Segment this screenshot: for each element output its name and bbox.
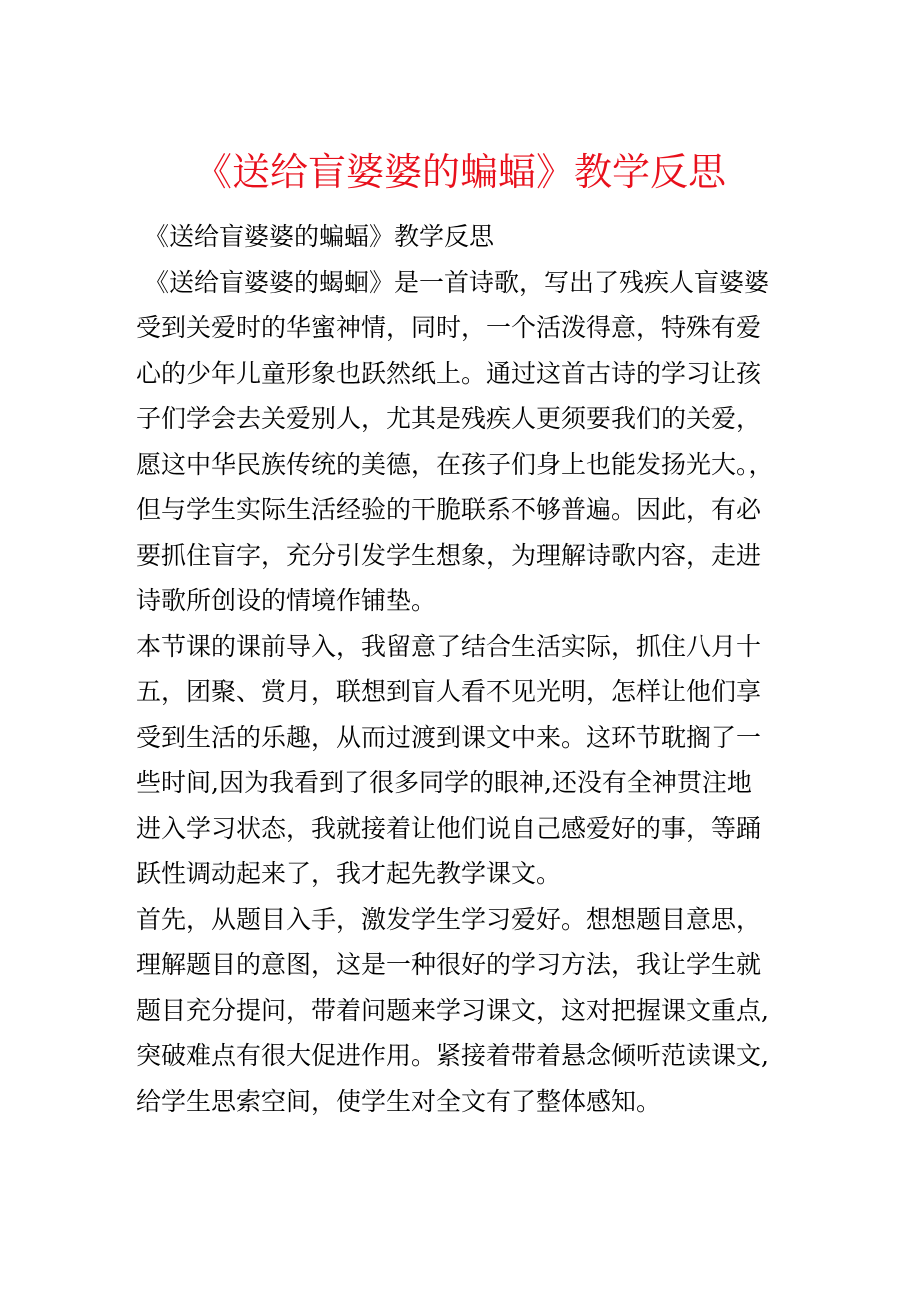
paragraph-line: 但与学生实际生活经验的干脆联系不够普遍。因此，有必 — [136, 495, 762, 524]
paragraph-line: 理解题目的意图，这是一种很好的学习方法，我让学生就 — [136, 950, 762, 979]
document-title: 《送给盲婆婆的蝙蝠》教学反思 — [193, 150, 726, 194]
paragraph-line: 要抓住盲字，充分引发学生想象，为理解诗歌内容，走进 — [136, 540, 762, 570]
paragraph-line: 《送给盲婆婆的蝎蛔》是一首诗歌，写出了残疾人盲婆婆 — [144, 267, 770, 297]
paragraph-line: 本节课的课前导入，我留意了结合生活实际，抓住八月十 — [136, 631, 762, 661]
paragraph-line: 诗歌所创设的情境作铺垫。 — [136, 586, 437, 615]
paragraph-line: 题目充分提问，带着问题来学习课文，这对把握课文重点, — [136, 995, 769, 1025]
paragraph-line: 突破难点有很大促进作用。紧接着带着悬念倾听范读课文, — [136, 1041, 769, 1070]
paragraph-line: 给学生思索空间，使学生对全文有了整体感知。 — [136, 1086, 662, 1116]
paragraph-line: 愿这中华民族传统的美德，在孩子们身上也能发扬光大。， — [136, 449, 774, 479]
paragraph-line: 心的少年儿童形象也跃然纸上。通过这首古诗的学习让孩 — [136, 358, 762, 388]
paragraph-line: 子们学会去关爱别人，尤其是残疾人更须要我们的关爱， — [136, 404, 762, 433]
document-body — [136, 214, 796, 1124]
paragraph-line: 进入学习状态，我就接着让他们说自己感爱好的事，等踊 — [136, 813, 762, 843]
paragraph-line: 五，团聚、赏月，联想到盲人看不见光明，怎样让他们享 — [136, 677, 762, 706]
paragraph-line: 些时间,因为我看到了很多同学的眼神,还没有全神贯注地 — [136, 768, 752, 797]
paragraph-line: 首先，从题目入手，激发学生学习爱好。想想题目意思， — [136, 904, 762, 934]
subtitle-line: 《送给盲婆婆的蝙蝠》教学反思 — [144, 222, 495, 251]
paragraph-line: 跃性调动起来了，我才起先教学课文。 — [136, 859, 562, 888]
paragraph-line: 受到关爱时的华蜜神情，同时，一个活泼得意，特殊有爱 — [136, 313, 762, 342]
paragraph-line: 受到生活的乐趣，从而过渡到课文中来。这环节耽搁了一 — [136, 722, 762, 752]
